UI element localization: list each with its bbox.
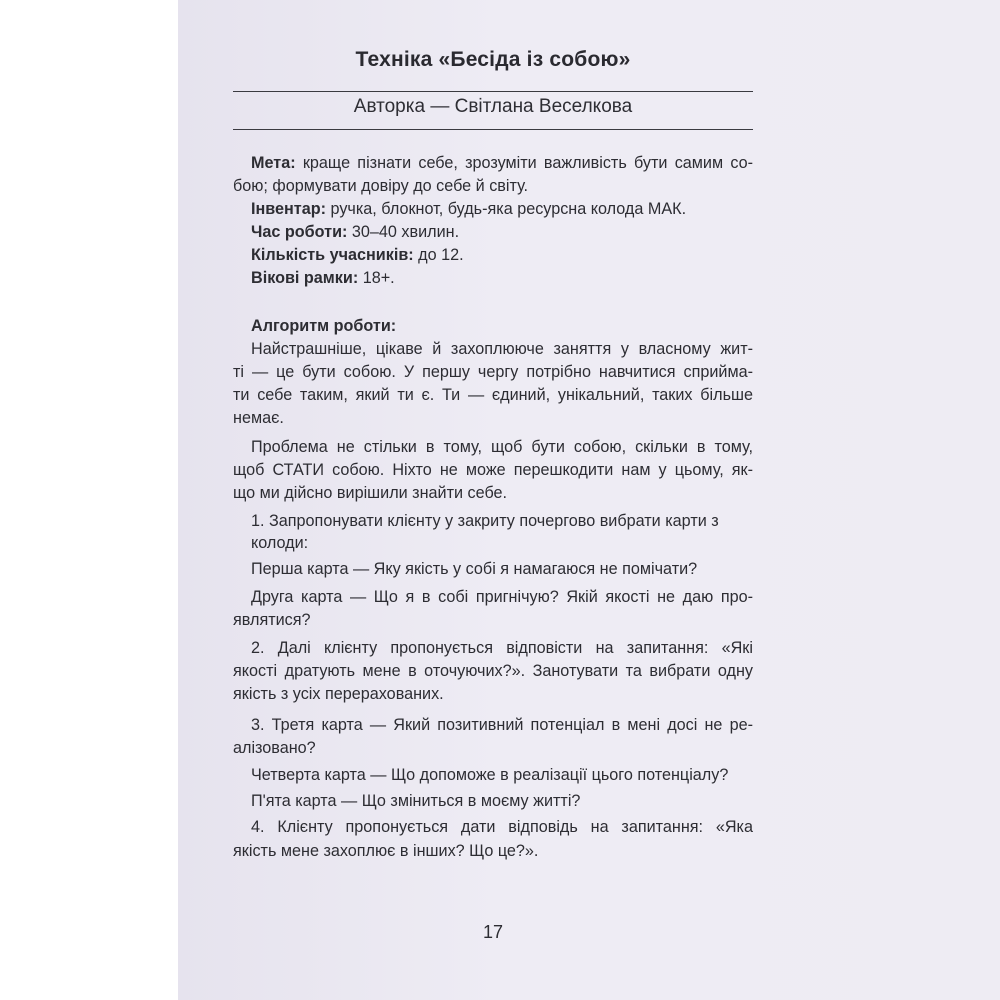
algorithm-heading: Алгоритм роботи: bbox=[251, 317, 397, 335]
page-title: Техніка «Бесіда із собою» bbox=[355, 48, 631, 71]
text-line: Четверта карта — Що допоможе в реалізації цього потенціалу? bbox=[251, 766, 729, 784]
text-line: ті — це бути собою. У першу чергу потрібно навчитися сприйма- bbox=[233, 363, 753, 381]
text-line: 3. Третя карта — Який позитивний потенціал в мені досі не ре- bbox=[251, 716, 753, 734]
inventory-label: Інвентар: bbox=[251, 200, 327, 218]
participants-line bbox=[251, 244, 464, 266]
participants-label: Кількість учасників: bbox=[251, 246, 414, 264]
text-line: алізовано? bbox=[233, 739, 316, 757]
title-rule-top bbox=[233, 91, 753, 92]
text-line: ти себе таким, який ти є. Ти — єдиний, унікальний, таких більше bbox=[233, 386, 753, 404]
text-line: немає. bbox=[233, 409, 284, 427]
book-page bbox=[178, 0, 1000, 1000]
text-line: являтися? bbox=[233, 611, 311, 629]
inventory-line bbox=[251, 198, 686, 220]
text-line: що ми дійсно вирішили знайти себе. bbox=[233, 484, 508, 502]
age-line bbox=[251, 267, 395, 289]
text-line: Перша карта — Яку якість у собі я намагаюся не помічати? bbox=[251, 560, 698, 578]
text-line: 2. Далі клієнту пропонується відповісти на запитання: «Які bbox=[251, 639, 753, 657]
text-line: якості дратують мене в оточуючих?». Занотувати та вибрати одну bbox=[233, 662, 753, 680]
text-line: П'ята карта — Що зміниться в моєму житті? bbox=[251, 792, 581, 810]
time-label: Час роботи: bbox=[251, 223, 348, 241]
text-line: 4. Клієнту пропонується дати відповідь на запитання: «Яка bbox=[251, 818, 753, 836]
goal-text-1: краще пізнати себе, зрозуміти важливість бути самим со- bbox=[302, 154, 753, 172]
time-line bbox=[251, 221, 459, 243]
text-line: Найстрашніше, цікаве й захоплююче заняття у власному жит- bbox=[251, 340, 753, 358]
age-text: 18+. bbox=[362, 269, 395, 287]
text-line: 1. Запропонувати клієнту у закриту почергово вибрати карти з колоди: bbox=[251, 512, 719, 552]
inventory-text: ручка, блокнот, будь-яка ресурсна колода МАК. bbox=[330, 200, 687, 218]
goal-label: Мета: bbox=[251, 154, 296, 172]
time-text: 30–40 хвилин. bbox=[351, 223, 460, 241]
goal-line-2: бою; формувати довіру до себе й світу. bbox=[233, 177, 529, 195]
age-label: Вікові рамки: bbox=[251, 269, 359, 287]
text-line: якість мене захоплює в інших? Що це?». bbox=[233, 842, 539, 860]
goal-line-1 bbox=[251, 152, 753, 174]
title-rule-bottom bbox=[233, 129, 753, 130]
text-line: якість з усіх перерахованих. bbox=[233, 685, 444, 703]
text-line: Друга карта — Що я в собі пригнічую? Якій якості не даю про- bbox=[251, 588, 753, 606]
page-number: 17 bbox=[482, 922, 504, 942]
participants-text: до 12. bbox=[418, 246, 464, 264]
text-line: щоб СТАТИ собою. Ніхто не може перешкодити нам у цьому, як- bbox=[233, 461, 753, 479]
author-line: Авторка — Світлана Веселкова bbox=[353, 96, 633, 117]
text-line: Проблема не стільки в тому, щоб бути собою, скільки в тому, bbox=[251, 438, 753, 456]
